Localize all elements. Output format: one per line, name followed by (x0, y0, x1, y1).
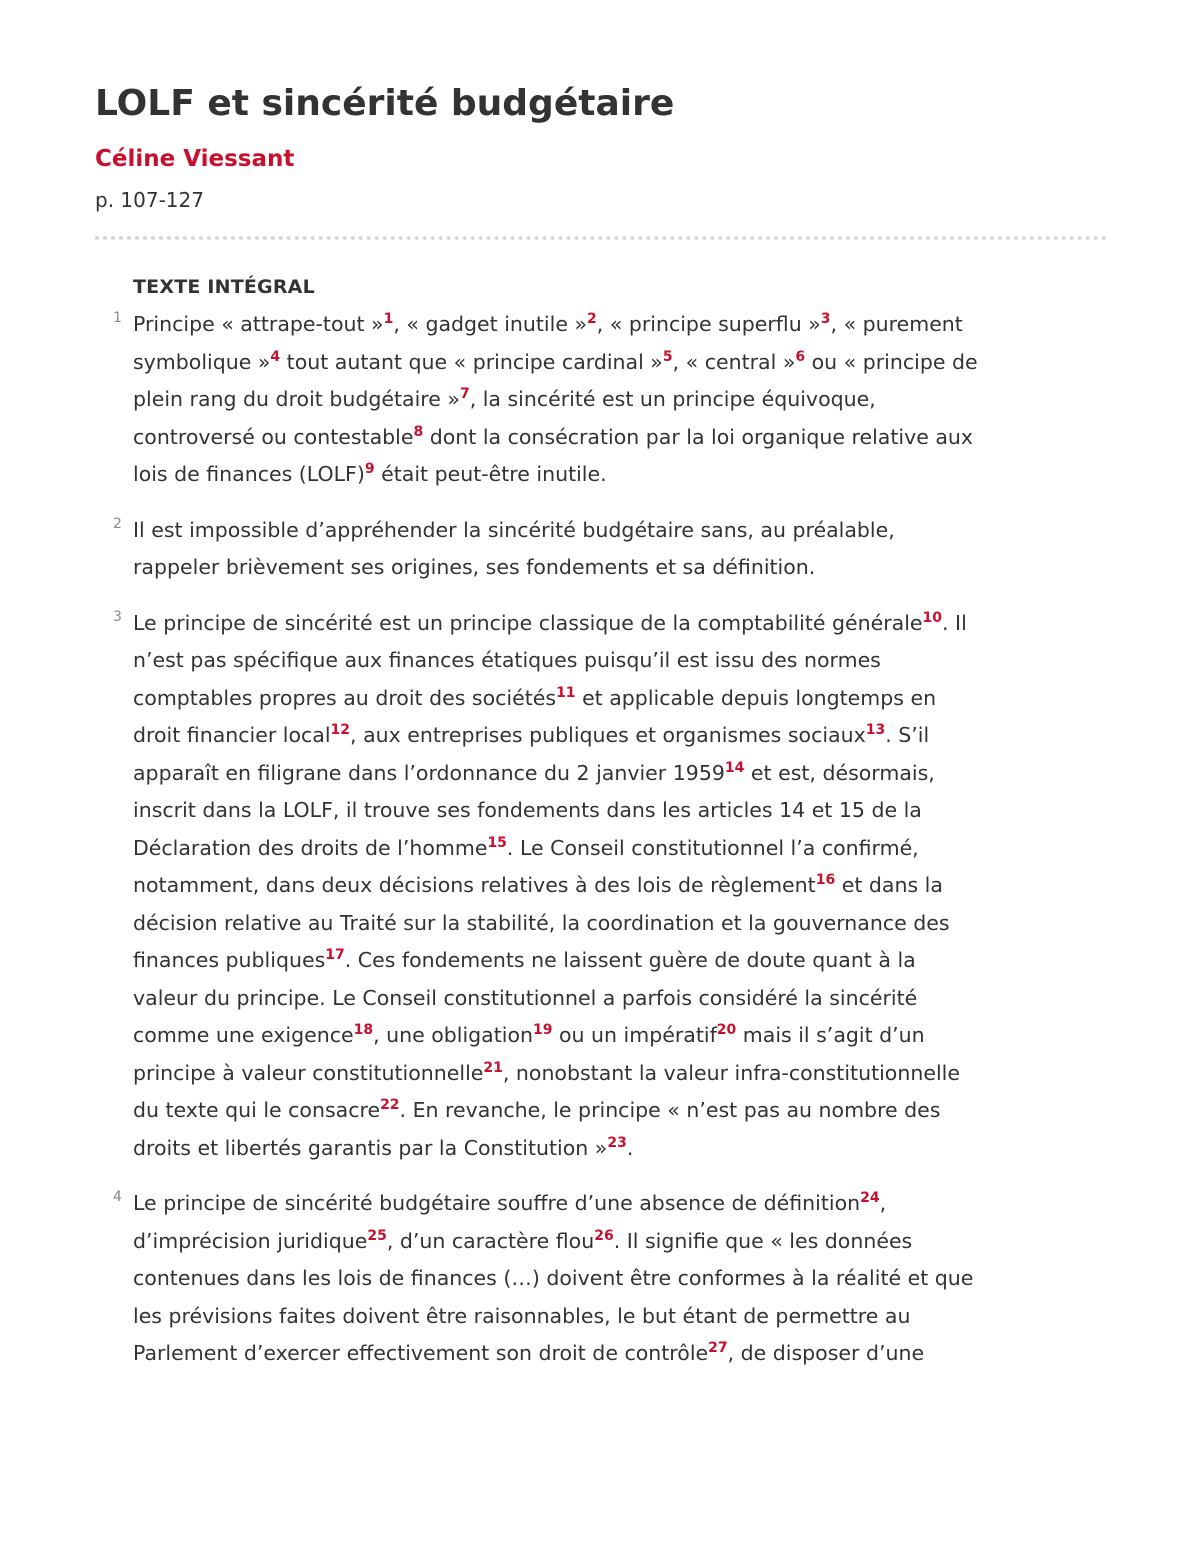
text-line (133, 792, 1105, 830)
text-line (133, 905, 1105, 943)
footnote-link[interactable]: 12 (330, 722, 351, 738)
text-line (133, 456, 1105, 494)
paragraph-number[interactable]: 1 (113, 310, 122, 326)
text-segment: Déclaration des droits de l’homme (133, 835, 488, 860)
text-segment: valeur du principe. Le Conseil constitutionnel a parfois considéré la sincérité (133, 985, 918, 1010)
text-segment: du texte qui le consacre (133, 1098, 381, 1122)
text-segment: tout autant que « principe cardinal » (280, 349, 663, 374)
text-line (133, 1223, 1105, 1261)
article-page (95, 80, 1107, 1373)
text-segment: . Il signifie que « les données (613, 1228, 913, 1253)
text-segment: , « purement (830, 312, 963, 336)
text-segment: mais il s’agit d’un (736, 1023, 925, 1047)
text-segment: , aux entreprises publiques et organismes sociaux (350, 723, 866, 747)
text-segment: , d’un caractère flou (386, 1228, 595, 1253)
text-segment: , nonobstant la valeur infra-constitutionnelle (502, 1060, 960, 1085)
text-segment: principe à valeur constitutionnelle (133, 1060, 484, 1085)
paragraph-text (133, 605, 1105, 1168)
text-segment: contenues dans les lois de finances (…) doivent être conformes à la réalité et que (133, 1266, 974, 1290)
text-line (133, 344, 1105, 382)
text-segment: apparaît en filigrane dans l’ordonnance du 2 janvier 1959 (133, 760, 725, 785)
text-segment: , « principe superflu » (596, 312, 821, 336)
text-line (133, 1298, 1105, 1336)
footnote-link[interactable]: 3 (820, 311, 831, 327)
text-segment: plein rang du droit budgétaire » (133, 387, 460, 411)
text-segment: dont la consécration par la loi organique relative aux (423, 424, 974, 449)
text-segment: . (626, 1135, 634, 1160)
footnote-link[interactable]: 16 (815, 872, 836, 888)
text-segment: lois de finances (LOLF) (133, 462, 365, 486)
paragraph-text (133, 512, 1105, 587)
text-line (133, 306, 1105, 344)
footnote-link[interactable]: 13 (865, 722, 886, 738)
text-line (133, 549, 1105, 587)
text-line (133, 942, 1105, 980)
text-segment: notamment, dans deux décisions relatives à des lois de règlement (133, 873, 816, 897)
footnote-link[interactable]: 23 (607, 1134, 627, 1151)
text-line (133, 1130, 1105, 1168)
text-segment: . Ces fondements ne laissent guère de doute quant à la (344, 948, 916, 972)
footnote-link[interactable]: 27 (708, 1340, 728, 1356)
section-heading: TEXTE INTÉGRAL (133, 276, 315, 298)
paragraph-number[interactable]: 3 (113, 608, 122, 625)
text-segment: droit financier local (133, 723, 331, 747)
text-segment: droits et libertés garantis par la Constitution » (133, 1135, 608, 1160)
text-segment: d’imprécision juridique (133, 1228, 368, 1253)
paragraph-text (133, 1185, 1105, 1373)
footnote-link[interactable]: 2 (587, 311, 597, 327)
text-segment: . S’il (885, 723, 930, 747)
text-segment: et est, désormais, (744, 760, 935, 785)
text-segment: . Le Conseil constitutionnel l’a confirmé, (506, 835, 919, 860)
text-segment: , une obligation (373, 1023, 533, 1047)
paragraph (113, 306, 1105, 494)
text-line (133, 980, 1105, 1018)
text-line (133, 1335, 1105, 1373)
footnote-link[interactable]: 21 (483, 1059, 503, 1076)
paragraph (113, 605, 1105, 1168)
paragraph-text (133, 306, 1105, 494)
text-segment: Il est impossible d’appréhender la sincérité budgétaire sans, au préalable, (133, 517, 895, 542)
text-line (133, 755, 1105, 793)
footnote-link[interactable]: 1 (383, 311, 394, 327)
text-segment: inscrit dans la LOLF, il trouve ses fondements dans les articles 14 et 15 de la (133, 798, 922, 822)
footnote-link[interactable]: 22 (380, 1097, 400, 1113)
page-range: p. 107-127 (95, 188, 204, 212)
text-segment: , la sincérité est un principe équivoque, (469, 387, 876, 411)
text-segment: les prévisions faites doivent être raisonnables, le but étant de permettre au (133, 1303, 911, 1328)
text-segment: comme une exigence (133, 1023, 354, 1047)
footnote-link[interactable]: 4 (270, 348, 281, 365)
text-segment: comptables propres au droit des sociétés (133, 685, 557, 710)
article-body (95, 306, 1107, 1373)
paragraph (113, 512, 1105, 587)
paragraph-number[interactable]: 2 (113, 515, 122, 532)
footnote-link[interactable]: 15 (487, 834, 507, 851)
footnote-link[interactable]: 24 (860, 1190, 880, 1206)
paragraph-number[interactable]: 4 (113, 1189, 122, 1205)
text-segment: finances publiques (133, 948, 326, 972)
text-segment: Principe « attrape-tout » (133, 312, 384, 336)
text-segment: et applicable depuis longtemps en (575, 685, 937, 710)
footnote-link[interactable]: 7 (459, 386, 470, 402)
footnote-link[interactable]: 6 (795, 348, 806, 365)
text-line (133, 1017, 1105, 1055)
footnote-link[interactable]: 9 (364, 461, 375, 477)
text-line (133, 1260, 1105, 1298)
text-line (133, 605, 1105, 643)
text-line (133, 642, 1105, 680)
text-line (133, 512, 1105, 550)
footnote-link[interactable]: 17 (325, 947, 345, 963)
footnote-link[interactable]: 14 (724, 759, 745, 776)
text-segment: et dans la (835, 873, 943, 897)
text-segment: controversé ou contestable (133, 424, 414, 449)
text-segment: Parlement d’exercer effectivement son droit de contrôle (133, 1341, 709, 1365)
text-line (133, 867, 1105, 905)
text-line (133, 717, 1105, 755)
footnote-link[interactable]: 20 (716, 1022, 737, 1038)
footnote-link[interactable]: 11 (556, 684, 576, 701)
article-title: LOLF et sincérité budgétaire (95, 83, 675, 124)
text-segment: , de disposer d’une (727, 1341, 925, 1365)
text-segment: symbolique » (133, 349, 271, 374)
text-segment: ou un impératif (552, 1023, 717, 1047)
paragraph (113, 1185, 1105, 1373)
text-segment: décision relative au Traité sur la stabilité, la coordination et la gouvernance des (133, 910, 950, 935)
text-line (133, 1092, 1105, 1130)
text-segment: ou « principe de (805, 349, 978, 374)
footnote-link[interactable]: 26 (594, 1227, 614, 1244)
text-segment: Le principe de sincérité est un principe classique de la comptabilité générale (133, 610, 923, 635)
text-line (133, 1185, 1105, 1223)
text-line (133, 419, 1105, 457)
text-segment: était peut-être inutile. (374, 462, 607, 486)
text-segment: n’est pas spécifique aux finances étatiques puisqu’il est issu des normes (133, 648, 881, 672)
text-line (133, 1055, 1105, 1093)
footnote-link[interactable]: 25 (367, 1227, 387, 1244)
text-segment: , (879, 1191, 887, 1215)
text-segment: , « central » (672, 349, 796, 374)
text-segment: , « gadget inutile » (393, 312, 587, 336)
footnote-link[interactable]: 10 (922, 609, 943, 626)
text-segment: Le principe de sincérité budgétaire souffre d’une absence de définition (133, 1191, 861, 1215)
text-segment: . Il (942, 610, 967, 635)
author-name[interactable]: Céline Viessant (95, 146, 295, 172)
text-line (133, 381, 1105, 419)
footnote-link[interactable]: 5 (662, 348, 673, 365)
text-segment: rappeler brièvement ses origines, ses fondements et sa définition. (133, 555, 816, 579)
footnote-link[interactable]: 19 (533, 1022, 553, 1038)
text-line (133, 830, 1105, 868)
footnote-link[interactable]: 8 (413, 423, 424, 440)
text-segment: . En revanche, le principe « n’est pas au nombre des (399, 1098, 941, 1122)
footnote-link[interactable]: 18 (353, 1022, 374, 1038)
text-line (133, 680, 1105, 718)
dotted-separator (95, 236, 1107, 240)
